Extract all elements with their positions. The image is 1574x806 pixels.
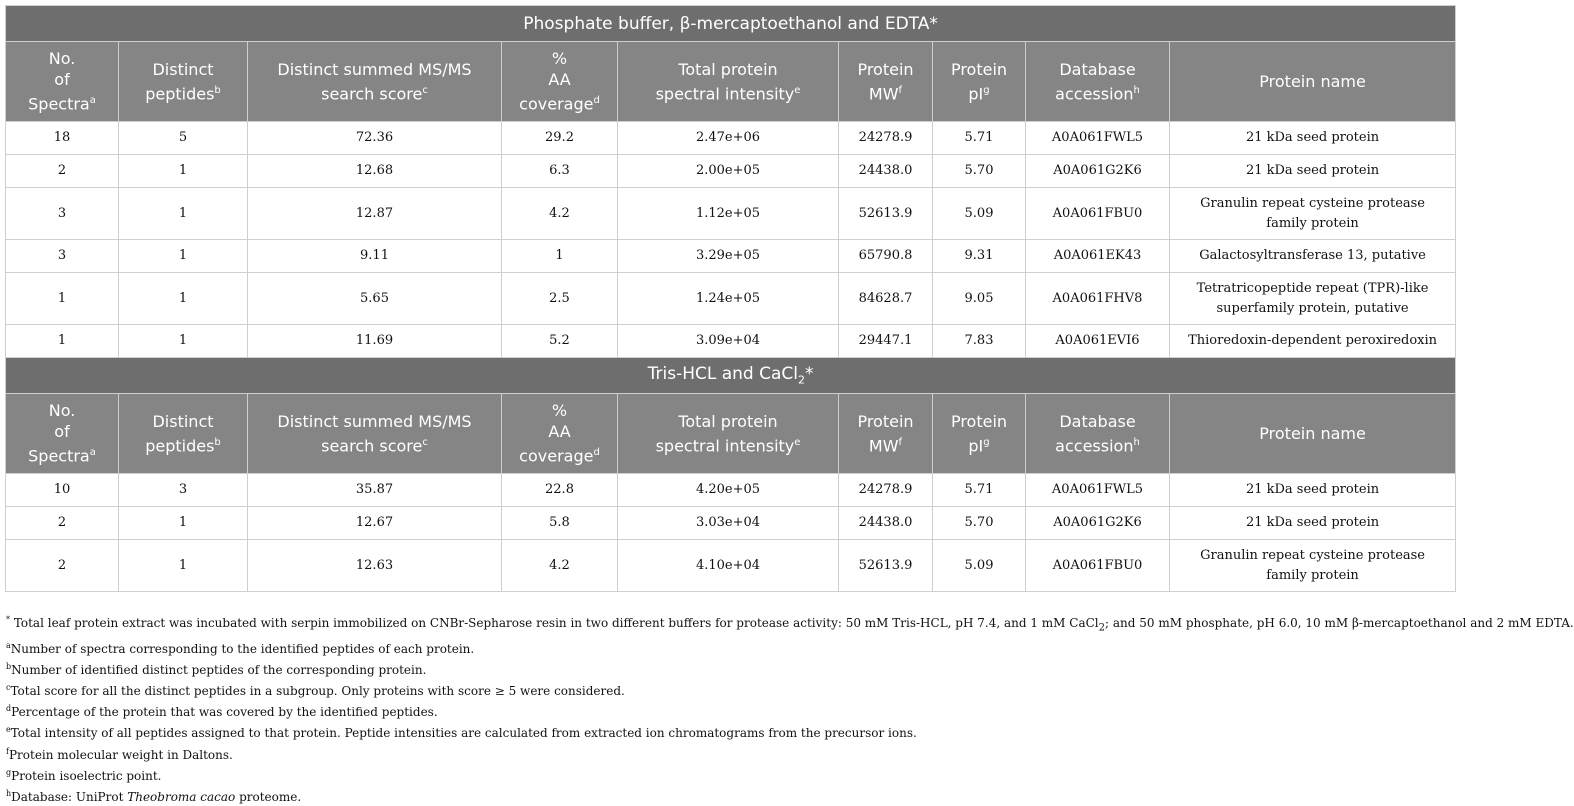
table-row — [6, 540, 1456, 592]
cell-accession: A0A061EK43 — [1026, 240, 1170, 273]
cell-peptides: 1 — [119, 507, 248, 540]
cell-protein-name: 21 kDa seed protein — [1170, 122, 1456, 155]
cell-mw: 24278.9 — [839, 474, 933, 507]
footnote-d: $^d$Percentage of the protein that was covered by the identified peptides. — [6, 704, 438, 720]
cell-accession: A0A061EVI6 — [1026, 325, 1170, 358]
header-protein-pi: Protein $pI^g$ — [933, 42, 1026, 122]
cell-intensity: 3.09e+04 — [618, 325, 839, 358]
cell-score: 9.11 — [248, 240, 502, 273]
cell-protein-name: 21 kDa seed protein — [1170, 507, 1456, 540]
cell-protein-name: Granulin repeat cysteine protease family protein — [1170, 188, 1456, 240]
cell-score: 72.36 — [248, 122, 502, 155]
cell-mw: 52613.9 — [839, 188, 933, 240]
footnote-g: $^g$Protein isoelectric point. — [6, 767, 162, 783]
cell-mw: 24438.0 — [839, 155, 933, 188]
table-row — [6, 507, 1456, 540]
cell-coverage: 29.2 — [502, 122, 618, 155]
cell-intensity: 4.20e+05 — [618, 474, 839, 507]
table-row — [6, 240, 1456, 273]
header-spectral-intensity: Total protein spectral intensity$^e$ — [618, 394, 839, 474]
cell-score: 5.65 — [248, 273, 502, 325]
cell-peptides: 1 — [119, 540, 248, 592]
footnote-a: $^a$Number of spectra corresponding to the identified peptides of each protein. — [6, 640, 475, 656]
cell-intensity: 2.47e+06 — [618, 122, 839, 155]
results-table-container — [5, 5, 1455, 592]
cell-protein-name: Thioredoxin-dependent peroxiredoxin — [1170, 325, 1456, 358]
column-header-row — [6, 394, 1456, 474]
cell-spectra: 3 — [6, 240, 119, 273]
header-protein-pi: Protein $pI^g$ — [933, 394, 1026, 474]
header-aa-coverage: % AA coverage$^d$ — [502, 42, 618, 122]
cell-intensity: 1.12e+05 — [618, 188, 839, 240]
cell-mw: 29447.1 — [839, 325, 933, 358]
cell-accession: A0A061FWL5 — [1026, 474, 1170, 507]
cell-peptides: 1 — [119, 188, 248, 240]
cell-mw: 52613.9 — [839, 540, 933, 592]
cell-pi: 9.31 — [933, 240, 1026, 273]
cell-intensity: 1.24e+05 — [618, 273, 839, 325]
cell-score: 12.87 — [248, 188, 502, 240]
cell-pi: 7.83 — [933, 325, 1026, 358]
cell-mw: 24278.9 — [839, 122, 933, 155]
cell-intensity: 2.00e+05 — [618, 155, 839, 188]
cell-spectra: 10 — [6, 474, 119, 507]
table-row — [6, 474, 1456, 507]
header-distinct-peptides: Distinct peptides$^b$ — [119, 394, 248, 474]
cell-accession: A0A061FBU0 — [1026, 188, 1170, 240]
cell-intensity: 3.03e+04 — [618, 507, 839, 540]
header-database-accession: Database accession$^h$ — [1026, 394, 1170, 474]
cell-spectra: 1 — [6, 325, 119, 358]
header-search-score: Distinct summed MS/MS search score$^c$ — [248, 394, 502, 474]
cell-spectra: 2 — [6, 540, 119, 592]
cell-coverage: 4.2 — [502, 540, 618, 592]
cell-peptides: 1 — [119, 273, 248, 325]
footnote-b: $^b$Number of identified distinct peptides of the corresponding protein. — [6, 661, 427, 677]
footnote-h: $^h$Database: UniProt Theobroma cacao proteome. — [6, 789, 302, 805]
table-row — [6, 325, 1456, 358]
cell-score: 12.63 — [248, 540, 502, 592]
column-header-row — [6, 42, 1456, 122]
cell-coverage: 5.8 — [502, 507, 618, 540]
cell-pi: 5.71 — [933, 474, 1026, 507]
header-search-score: Distinct summed MS/MS search score$^c$ — [248, 42, 502, 122]
header-spectral-intensity: Total protein spectral intensity$^e$ — [618, 42, 839, 122]
cell-coverage: 22.8 — [502, 474, 618, 507]
cell-peptides: 3 — [119, 474, 248, 507]
cell-peptides: 1 — [119, 240, 248, 273]
cell-intensity: 3.29e+05 — [618, 240, 839, 273]
cell-protein-name: Granulin repeat cysteine protease family protein — [1170, 540, 1456, 592]
header-no-of-spectra: No. of Spectra$^a$ — [6, 394, 119, 474]
cell-protein-name: Galactosyltransferase 13, putative — [1170, 240, 1456, 273]
cell-accession: A0A061G2K6 — [1026, 155, 1170, 188]
header-database-accession: Database accession$^h$ — [1026, 42, 1170, 122]
cell-pi: 5.70 — [933, 507, 1026, 540]
section-title-row — [6, 358, 1456, 394]
table-row — [6, 122, 1456, 155]
cell-coverage: 4.2 — [502, 188, 618, 240]
table-row — [6, 273, 1456, 325]
footnote-c: $^c$Total score for all the distinct peptides in a subgroup. Only proteins with score ≥ 5 were considered. — [6, 683, 625, 698]
cell-pi: 5.09 — [933, 188, 1026, 240]
cell-peptides: 1 — [119, 155, 248, 188]
footnote-star: * Total leaf protein extract was incubated with serpin immobilized on CNBr-Sepharose resin in two different buffers for protease activity: 50 mM Tris-HCL, pH 7.4, and 1 mM CaCl$_2$; and 50 mM phosphate, pH 6.0, 10 mM β-mercaptoethanol and 2 mM EDTA. — [6, 615, 1574, 634]
cell-score: 12.68 — [248, 155, 502, 188]
cell-accession: A0A061FWL5 — [1026, 122, 1170, 155]
table-row — [6, 155, 1456, 188]
header-protein-name: Protein name — [1170, 394, 1456, 474]
header-no-of-spectra: No. of Spectra$^a$ — [6, 42, 119, 122]
cell-protein-name: 21 kDa seed protein — [1170, 155, 1456, 188]
cell-mw: 65790.8 — [839, 240, 933, 273]
cell-coverage: 6.3 — [502, 155, 618, 188]
cell-score: 35.87 — [248, 474, 502, 507]
section-title-row — [6, 6, 1456, 42]
header-protein-mw: Protein $MW^f$ — [839, 394, 933, 474]
cell-coverage: 5.2 — [502, 325, 618, 358]
cell-spectra: 1 — [6, 273, 119, 325]
cell-accession: A0A061FHV8 — [1026, 273, 1170, 325]
cell-spectra: 3 — [6, 188, 119, 240]
cell-coverage: 2.5 — [502, 273, 618, 325]
cell-spectra: 2 — [6, 507, 119, 540]
protein-identification-table — [5, 5, 1456, 592]
footnote-f: $^f$Protein molecular weight in Daltons. — [6, 746, 233, 762]
cell-protein-name: Tetratricopeptide repeat (TPR)-like superfamily protein, putative — [1170, 273, 1456, 325]
cell-spectra: 2 — [6, 155, 119, 188]
cell-score: 12.67 — [248, 507, 502, 540]
cell-peptides: 5 — [119, 122, 248, 155]
cell-mw: 24438.0 — [839, 507, 933, 540]
header-distinct-peptides: Distinct peptides$^b$ — [119, 42, 248, 122]
section-title-phosphate: Phosphate buffer, β-mercaptoethanol and EDTA* — [6, 6, 1456, 42]
header-aa-coverage: % AA coverage$^d$ — [502, 394, 618, 474]
table-footnotes — [6, 611, 1574, 806]
cell-intensity: 4.10e+04 — [618, 540, 839, 592]
cell-protein-name: 21 kDa seed protein — [1170, 474, 1456, 507]
header-protein-name: Protein name — [1170, 42, 1456, 122]
cell-spectra: 18 — [6, 122, 119, 155]
section-title-tris-hcl: Tris-HCL and CaCl$_2$* — [6, 358, 1456, 394]
cell-coverage: 1 — [502, 240, 618, 273]
footnote-e: $^e$Total intensity of all peptides assigned to that protein. Peptide intensities are calculated from extracted ion chromatograms from the precursor ions. — [6, 725, 917, 741]
header-protein-mw: Protein $MW^f$ — [839, 42, 933, 122]
cell-accession: A0A061G2K6 — [1026, 507, 1170, 540]
cell-pi: 5.09 — [933, 540, 1026, 592]
cell-accession: A0A061FBU0 — [1026, 540, 1170, 592]
cell-pi: 5.70 — [933, 155, 1026, 188]
cell-score: 11.69 — [248, 325, 502, 358]
table-row — [6, 188, 1456, 240]
cell-pi: 9.05 — [933, 273, 1026, 325]
cell-mw: 84628.7 — [839, 273, 933, 325]
cell-peptides: 1 — [119, 325, 248, 358]
cell-pi: 5.71 — [933, 122, 1026, 155]
